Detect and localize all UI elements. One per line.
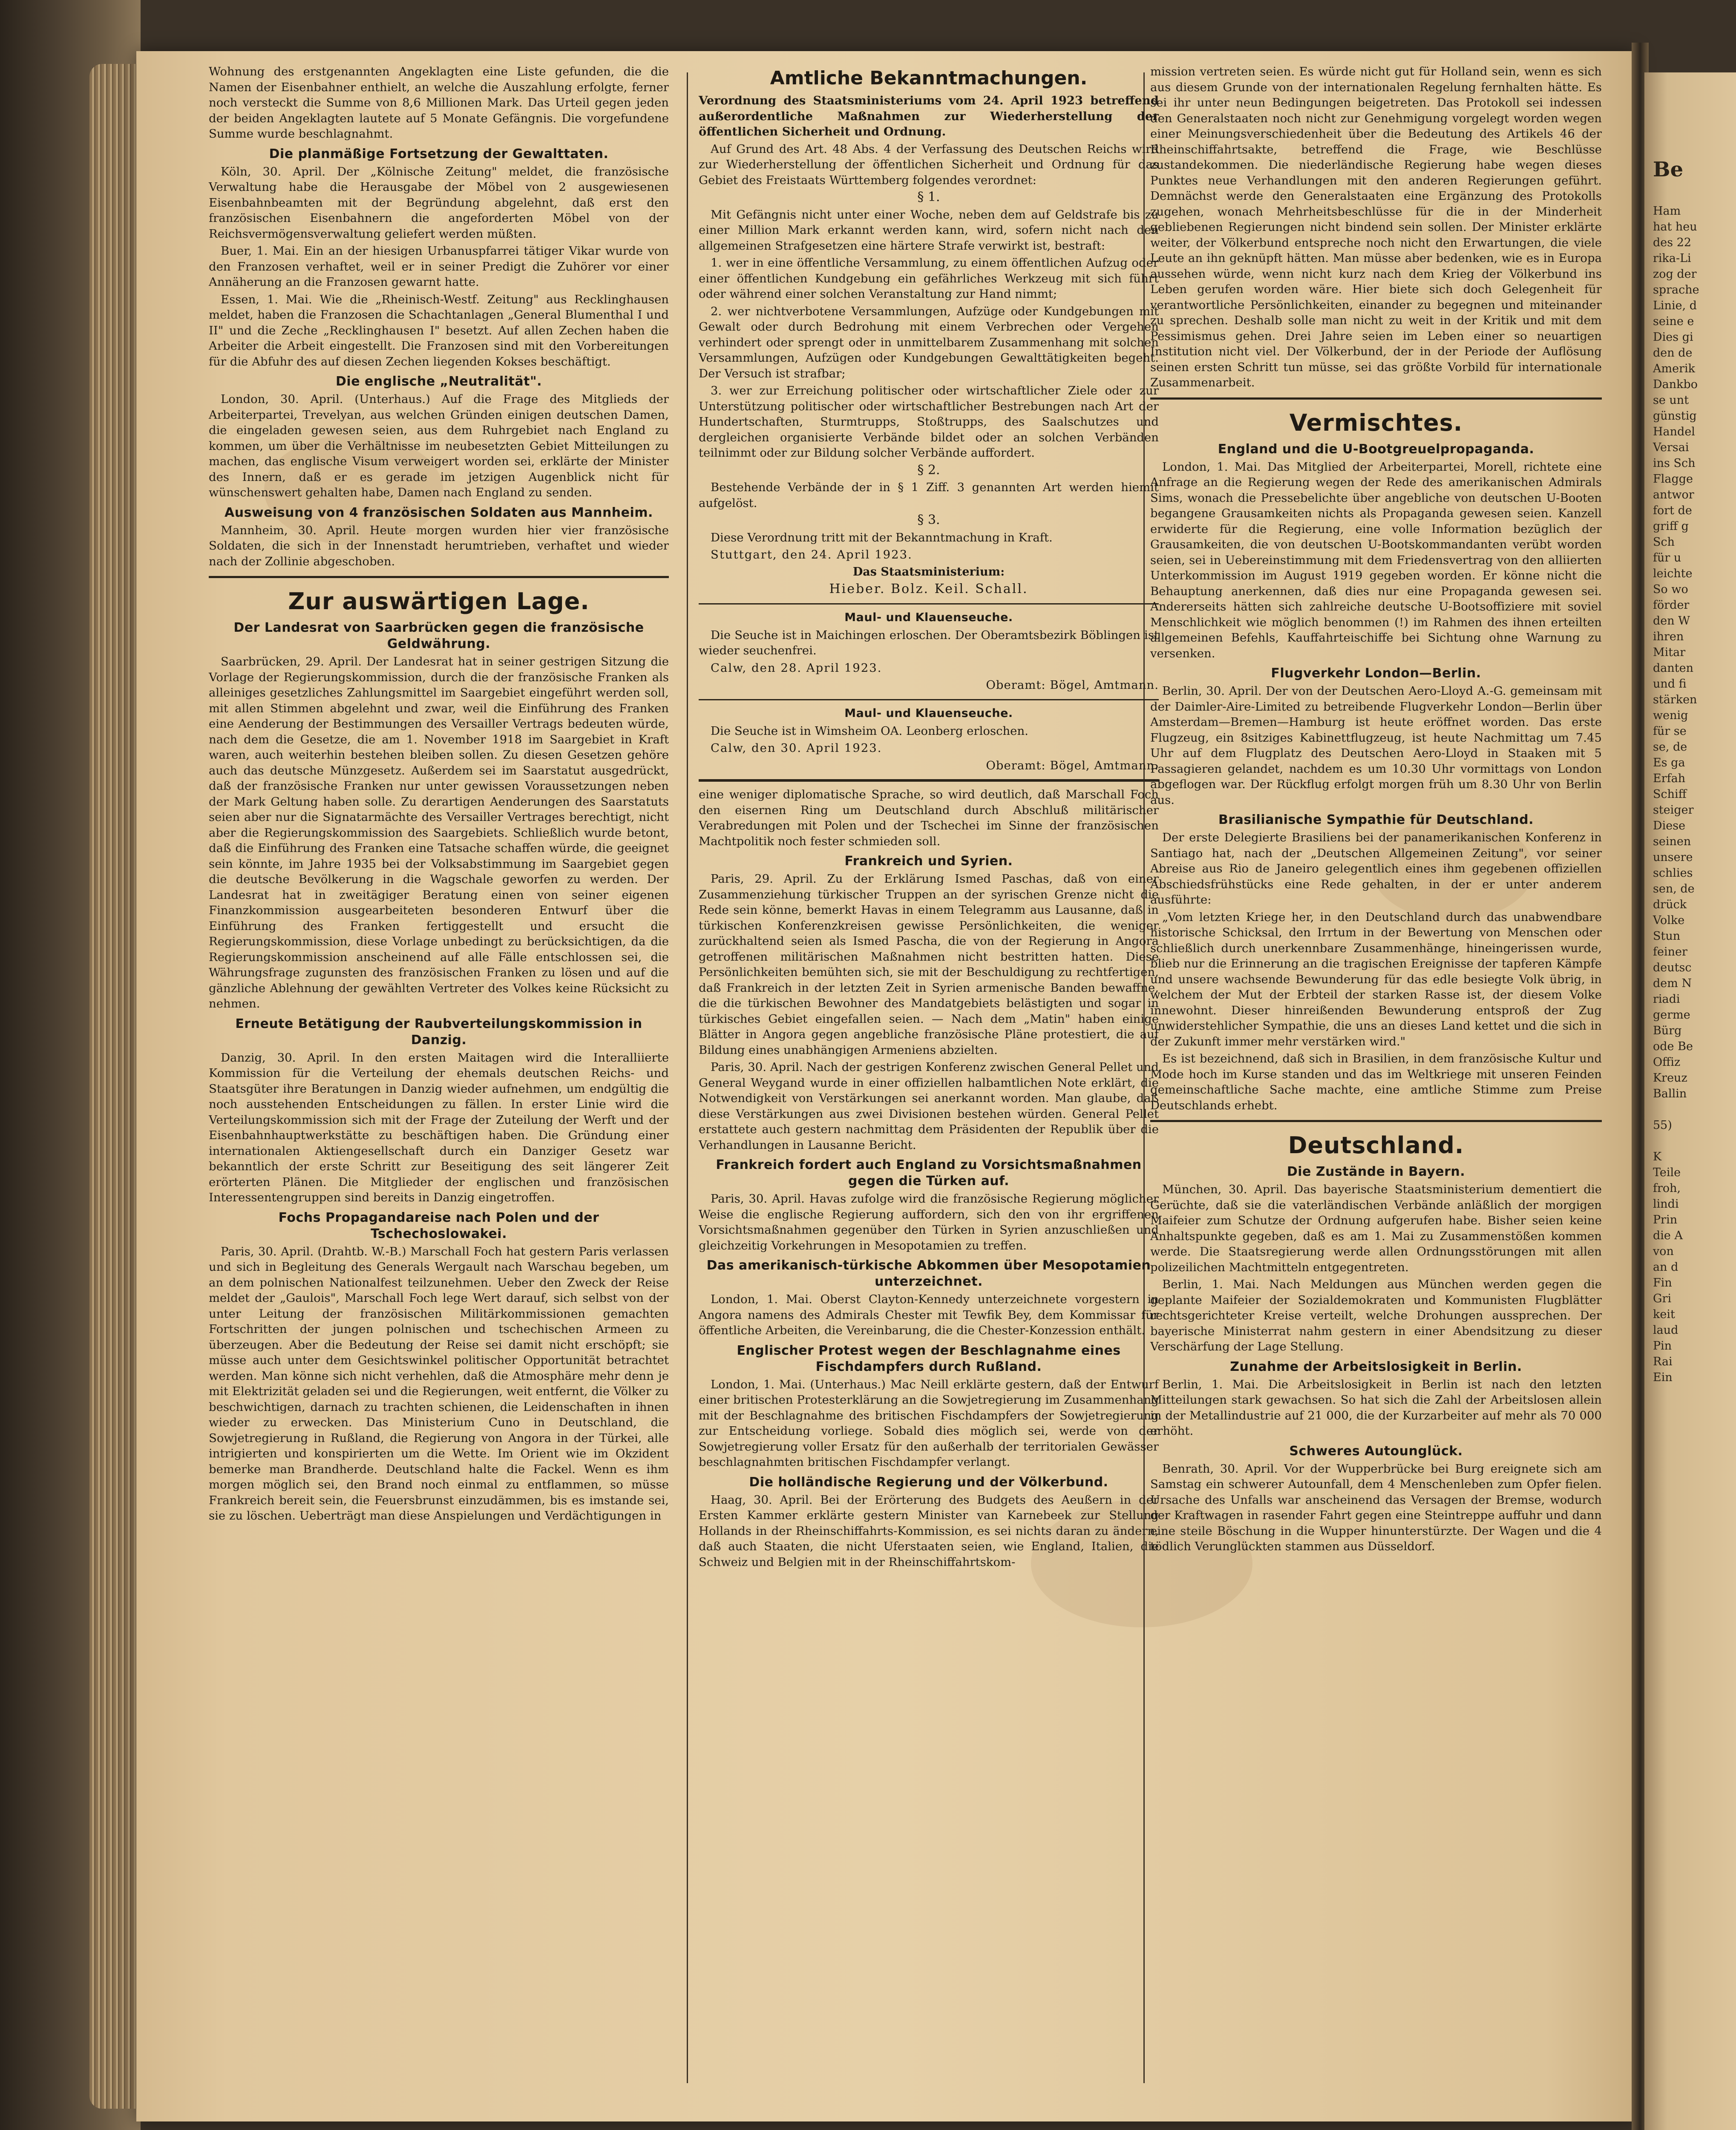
adjacent-page-line: förder [1653,599,1690,612]
adjacent-page-line: Es ga [1653,756,1685,769]
adjacent-page-line: Erfah [1653,772,1686,785]
decree-section-1: § 1. [917,190,940,204]
article-continuation-foch: eine weniger diplomatische Sprache, so wird deutlich, daß Marschall Foch den eisernen Ring um Deutschland durch Abschluß militärischer Verabredungen mit Polen und der Tschechei im Sinne der französischen Machtpolitik noch fester schmieden soll. [699,788,1159,848]
adjacent-page-line: schlies [1653,866,1693,880]
adjacent-page-line: von [1653,1245,1674,1258]
adjacent-page-line: für se [1653,725,1687,738]
paragraph-muenchen: München, 30. April. Das bayerische Staatsministerium dementiert die Gerüchte, daß sie die vaterländischen Verbände anläßlich der morgigen Maifeier zum Schutze der Ordnung aufgerufen habe. Bisher seien keine Anhaltspunkte gegeben, daß es am 1. Mai zu Zusammenstößen kommen werde. Die Staatsregierung werde allen Ordnungsstörungen mit allen polizeilichen Machtmitteln entgegentreten. [1150,1183,1602,1274]
adjacent-page-line: Rai [1653,1355,1673,1368]
mks-2-date: Calw, den 30. April 1923. [711,741,882,755]
decree-date: Stuttgart, den 24. April 1923. [711,548,913,561]
adjacent-page-edge [1644,72,1736,2130]
adjacent-page-line: se unt [1653,394,1689,407]
article-continuation: Wohnung des erstgenannten Angeklagten eine Liste gefunden, die die Namen der Eisenbahner enthielt, an welche die Auszahlung erfolgte, ferner noch versteckt die Summe von 8,6 Millionen Mark. Das Urteil gegen jeden der beiden Angeklagten lautete auf 5 Monate Gefängnis. Die vorgefundene Summe wurde beschlagnahmt. [209,65,669,141]
adjacent-page-line: unsere [1653,851,1693,864]
adjacent-page-line: Diese [1653,819,1686,832]
adjacent-page-line: für u [1653,551,1681,564]
adjacent-page-line: feiner [1653,945,1687,958]
adjacent-page-line: und fi [1653,677,1687,691]
adjacent-page-line: seinen [1653,835,1691,848]
decree-item-2: 2. wer nichtverbotene Versammlungen, Aufzüge oder Kundgebungen mit Gewalt oder durch Bedrohung mit einem Verbrechen oder Vergehen verhindert oder sprengt oder in unmittelbarem Zusammenhang mit solchen Versammlungen, Aufzügen oder Kundgebungen Gewalttätigkeiten begeht. Der Versuch ist strafbar; [699,304,1159,380]
adjacent-page-line: Be [1653,158,1684,181]
adjacent-page-line: keit [1653,1308,1675,1321]
adjacent-page-line: Ham [1653,204,1681,218]
adjacent-page-line: Fin [1653,1276,1672,1290]
section-title-auswaertig: Zur auswärtigen Lage. [288,588,590,615]
paragraph-saarbruecken: Saarbrücken, 29. April. Der Landesrat hat in seiner gestrigen Sitzung die Vorlage der Regierungskommission, durch die der französische Franken als alleiniges gesetzliches Zahlungsmittel im Saargebiet eingeführt werden soll, mit allen Stimmen abgelehnt und zwar, weil die Einführung des Franken eine Aenderung der Bestimmungen des Versailler Vertrags bedeuten würde, nach dem die Gesetze, die am 1. November 1918 im Saargebiet in Kraft waren, auch weiterhin bestehen bleiben sollen. Zu diesen Gesetzen gehöre auch das deutsche Münzgesetz. Außerdem sei im Saarstatut ausgedrückt, daß der französische Franken nur unter gewissen Voraussetzungen neben der Mark Geltung haben solle. Zu derartigen Aenderungen des Saarstatuts seien aber nur die Signatarmächte des Versailler Vertrages berechtigt, nicht aber die Regierungskommission des Saargebiets. Schließlich wurde betont, daß die Einführung des Franken eine Tatsache schaffen würde, die geeignet sein könnte, im Jahre 1935 bei der Volksabstimmung im Saargebiet gegen die deutsche Bevölkerung in die Wagschale geworfen zu werden. Der Landesrat hat in zweitägiger Beratung einen von seiner eigenen Finanzkommission ausgearbeiteten besonderen Entwurf über die Einführung des Franken fertiggestellt und ersucht die Regierungskommission, diese Vorlage unbedingt zu berücksichtigen, da die Regierungskommission anscheinend auf alle Fälle entschlossen sei, die Währungsfrage zugunsten des französischen Franken zu lösen und auf die gänzliche Ablehnung der gewählten Vertreter des Volkes keine Rücksicht zu nehmen. [209,655,669,1010]
mks-1-signature: Oberamt: Bögel, Amtmann. [986,678,1159,692]
headline-mks-1: Maul- und Klauenseuche. [844,610,1013,624]
headline-voelkerbund: Die holländische Regierung und der Völkerbund. [749,1474,1108,1490]
paragraph-mannheim: Mannheim, 30. April. Heute morgen wurden hier vier französische Soldaten, die sich in der Innenstadt herumtrieben, verhaftet und wieder nach der Zollinie abgeschoben. [209,523,669,568]
paragraph-mesopotamien: London, 1. Mai. Oberst Clayton-Kennedy unterzeichnete vorgestern in Angora namens des Admirals Chester mit Tewfik Bey, dem Kommissar für öffentliche Arbeiten, die Vereinbarung, die die Chester-Konzession enthält. [699,1292,1159,1337]
adjacent-page-line: ins Sch [1653,457,1696,470]
decree-section-3-text: Diese Verordnung tritt mit der Bekanntmachung in Kraft. [711,530,1053,544]
paragraph-london: London, 30. April. (Unterhaus.) Auf die Frage des Mitglieds der Arbeiterpartei, Trevelyan, aus welchen Gründen einigen deutschen Damen, die eingeladen gewesen seien, aus dem Ruhrgebiet nach England zu kommen, um über die Verhältnisse im neubesetzten Gebiet Mitteilungen zu machen, das englische Visum verweigert worden sei, erklärte der Minister des Innern, daß er es gerade im jetzigen Augenblick nicht für wünschenswert gehalten habe, Damen nach England zu senden. [209,392,669,499]
headline-gewalttaten: Die planmäßige Fortsetzung der Gewalttaten. [269,146,609,161]
paragraph-brasilien-1: Der erste Delegierte Brasiliens bei der panamerikanischen Konferenz in Santiago hat, nach der „Deutschen Allgemeinen Zeitung", vor seiner Abreise aus Rio de Janeiro gelegentlich eines ihm gegebenen offiziellen Abschiedsfrühstücks eine Rede gehalten, in der er unter anderem ausführte: [1150,831,1602,907]
paragraph-koeln: Köln, 30. April. Der „Kölnische Zeitung" meldet, die französische Verwaltung habe die Herausgabe der Möbel von 2 ausgewiesenen Eisenbahnbeamten mit der Begründung abgelehnt, daß erst den französischen Eisenbahnern die angeforderten Möbel von der Reichsvermögensverwaltung geliefert werden müßten. [209,164,669,241]
adjacent-page-line: sprache [1653,283,1699,296]
adjacent-page-line: leichte [1653,567,1693,580]
adjacent-page-line: Volke [1653,914,1685,927]
adjacent-page-line: ode Be [1653,1040,1693,1053]
decree-item-3: 3. wer zur Erreichung politischer oder wirtschaftlicher Ziele oder zur Unterstützung politischer oder wirtschaftlicher Bestrebungen nach Art der Hundertschaften, Sturmtrupps, Stoßtrupps, des Saalschutzes und dergleichen organisierte Verbände bildet oder an solchen Verbänden teilnimmt oder zur Bildung solcher Verbände auffordert. [699,384,1159,460]
adjacent-page-line [1653,1102,1734,1117]
decree-lede: Verordnung des Staatsministeriums vom 24. April 1923 betreffend außerordentliche Maßnahmen zur Wiederherstellung der öffentlichen Sicherheit und Ordnung. [699,94,1159,138]
adjacent-page-line: Dankbo [1653,378,1698,391]
adjacent-page-line: die A [1653,1229,1683,1242]
section-title-vermischtes: Vermischtes. [1289,409,1463,436]
adjacent-page-line: danten [1653,662,1693,675]
adjacent-page-line: Handel [1653,425,1695,438]
paragraph-voelkerbund: Haag, 30. April. Bei der Erörterung des Budgets des Aeußern in der Ersten Kammer erklärte gestern Minister van Karnebeek zur Stellung Hollands in der Rheinschiffahrts-Kommission, es sei nichts daran zu ändern, daß auch Staaten, die nicht Uferstaaten seien, wie England, Italien, die Schweiz und Belgien mit in der Rheinschiffahrtskom- [699,1493,1159,1569]
headline-ausweisung: Ausweisung von 4 französischen Soldaten aus Mannheim. [225,505,653,520]
article-continuation-voelkerbund: mission vertreten seien. Es würde nicht gut für Holland sein, wenn es sich aus diesem Grunde von der internationalen Regelung fernhalten hätte. Es sei ihr unter neun Bedingungen beigetreten. Das Protokoll sei indessen den Generalstaaten noch nicht zur Genehmigung vorgelegt worden wegen einer Meinungsverschiedenheit über die Bedeutung des Artikels 46 der Rheinschiffahrtsakte, betreffend die Frage, wie Beschlüsse zustandekommen. Die niederländische Regierung habe wegen dieses Punktes neue Verhandlungen mit den anderen Regierungen geführt. Demnächst werde den Generalstaaten eine Ergänzung des Protokolls zugehen, wonach Mehrheitsbeschlüsse für die in der Minderheit gebliebenen Regierungen nicht bindend sein sollen. Der Minister erklärte weiter, der Völkerbund entspreche noch nicht den Erwartungen, die viele Leute an ihn geknüpft hätten. Man müsse aber bedenken, wie es in Europa aussehen würde, wenn nicht kurz nach dem Krieg der Völkerbund ins Leben gerufen worden wäre. Hier biete sich doch Gelegenheit für verantwortliche Persönlichkeiten, einander zu begegnen und miteinander zu sprechen. Deshalb solle man nicht zu weit in der Kritik und mit dem Pessimismus gehen. Drei Jahre seien im Leben einer so neuartigen Institution nicht viel. Der Völkerbund, der in der Periode der Auflösung seinen ersten Schritt tun müsse, sei das größte Vorbild für internationale Zusammenarbeit. [1150,65,1602,389]
paragraph-buer: Buer, 1. Mai. Ein an der hiesigen Urbanuspfarrei tätiger Vikar wurde von den Franzosen verhaftet, weil er in seiner Predigt die Zuhörer vor einer Annäherung an die Franzosen gewarnt hatte. [209,244,669,289]
adjacent-page-line: Gri [1653,1292,1672,1305]
adjacent-page-line: Ein [1653,1371,1673,1384]
adjacent-page-line: den de [1653,346,1693,360]
headline-arbeitslosigkeit: Zunahme der Arbeitslosigkeit in Berlin. [1230,1359,1522,1374]
paragraph-arbeitslosigkeit: Berlin, 1. Mai. Die Arbeitslosigkeit in Berlin ist nach den letzten Mitteilungen stark gewachsen. So hat sich die Zahl der Arbeitslosen allein in der Metallindustrie auf 21 000, die der Kurzarbeiter auf mehr als 70 000 erhöht. [1150,1377,1602,1438]
adjacent-page-line: an d [1653,1261,1678,1274]
section-title-bekanntmachungen: Amtliche Bekanntmachungen. [770,67,1088,89]
column-middle [699,64,1159,1572]
adjacent-page-line: germe [1653,1008,1690,1022]
divider [699,603,1159,604]
decree-section-2: § 2. [917,462,940,478]
section-rule [209,576,669,578]
headline-flugverkehr: Flugverkehr London—Berlin. [1271,666,1481,681]
decree-intro: Auf Grund des Art. 48 Abs. 4 der Verfassung des Deutschen Reichs wird zur Wiederherstellung der öffentlichen Sicherheit und Ordnung für das Gebiet des Freistaats Württemberg folgendes verordnet: [699,142,1159,187]
adjacent-page-line: zog der [1653,268,1697,281]
decree-section-1-text: Mit Gefängnis nicht unter einer Woche, neben dem auf Geldstrafe bis zu einer Million Mark erkannt werden kann, wird, sofern nicht nach den allgemeinen Strafgesetzen eine härtere Strafe verwirkt ist, bestraft: [699,207,1159,253]
paragraph-berlin-mai: Berlin, 1. Mai. Nach Meldungen aus München werden gegen die geplante Maifeier der Sozialdemokraten und Kommunisten Flugblätter rechtsgerichteter Kreise verteilt, welche Drohungen aussprechen. Der bayerische Ministerrat nahm gestern in einer Abendsitzung zu dieser Verschärfung der Lage Stellung. [1150,1278,1602,1353]
adjacent-page-line: Amerik [1653,362,1695,375]
adjacent-page-line: Dies gi [1653,331,1693,344]
adjacent-page-line: antwor [1653,488,1694,501]
adjacent-page-line: rika-Li [1653,252,1691,265]
adjacent-page-line: Versai [1653,441,1689,454]
divider [699,779,1159,782]
headline-saarbruecken: Der Landesrat von Saarbrücken gegen die französische Geldwährung. [233,620,644,651]
headline-autounglueck: Schweres Autounglück. [1289,1443,1463,1459]
adjacent-page-line: sen, de [1653,882,1695,895]
decree-body: Das Staatsministerium: [852,565,1005,579]
adjacent-page-line: Mitar [1653,646,1686,659]
decree-item-1: 1. wer in eine öffentliche Versammlung, zu einem öffentlichen Aufzug oder einer öffentlichen Kundgebung ein gefährliches Werkzeug mit sich führt oder während einer solchen Veranstaltung zur Hand nimmt; [699,256,1159,301]
adjacent-page-line: des 22 [1653,236,1692,249]
column-right [1150,64,1602,1556]
decree-section-3: § 3. [917,512,940,527]
headline-mesopotamien: Das amerikanisch-türkische Abkommen über Mesopotamien unterzeichnet. [706,1258,1151,1289]
adjacent-page-line: froh, [1653,1182,1681,1195]
decree-section-2-text: Bestehende Verbände der in § 1 Ziff. 3 genannten Art werden hiemit aufgelöst. [699,481,1159,510]
paragraph-mks-1: Die Seuche ist in Maichingen erloschen. Der Oberamtsbezirk Böblingen ist wieder seuchenfrei. [699,628,1159,657]
paragraph-paris-foch: Paris, 30. April. (Drahtb. W.-B.) Marschall Foch hat gestern Paris verlassen und sich in Begleitung des Generals Wergault nach Warschau begeben, um an dem polnischen Nationalfest teilzunehmen. Ueber den Zweck der Reise meldet der „Gaulois", Marschall Foch lege Wert darauf, sich selbst von der unter Leitung der französischen Militärkommissionen gemachten Fortschritten der jungen polnischen und tschechischen Armeen zu überzeugen. Aber die Bedeutung der Reise sei damit nicht erschöpft; sie müsse auch unter dem Gesichtswinkel politischer Opportunität betrachtet werden. Man könne sich nicht verhehlen, daß die Atmosphäre mehr denn je mit Elektrizität geladen sei und die Regierungen, weit entfernt, die Völker zu beschwichtigen, darnach zu trachten schienen, die Leidenschaften in ihnen wieder zu erwecken. Das Ministerium Cuno in Deutschland, die Sowjetregierung in Rußland, die Regierung von Angora in der Türkei, alle intrigierten und konspirierten um die Wette. Im Orient wie im Okzident bemerke man Brandherde. Deutschland halte die Fackel. Wenn es ihm morgen möglich sei, den Brand noch einmal zu entflammen, so müsse Frankreich bereit sein, die Feuersbrunst einzudämmen, bis es imstande sei, sie zu löschen. Ueberträgt man diese Anspielungen und Verdächtigungen in [209,1244,669,1523]
adjacent-page-line: So wo [1653,583,1688,596]
column-left [209,64,669,1526]
adjacent-page-line: den W [1653,614,1690,627]
adjacent-page-line: laud [1653,1324,1678,1337]
adjacent-page-line: günstig [1653,409,1697,423]
headline-brasilien: Brasilianische Sympathie für Deutschland. [1218,812,1534,827]
adjacent-page-line: steiger [1653,803,1694,817]
headline-uboot: England und die U-Bootgreuelpropaganda. [1218,441,1534,457]
adjacent-page-line: Schiff [1653,788,1687,801]
adjacent-page-text [1653,158,1734,1385]
adjacent-page-line: Prin [1653,1213,1678,1226]
paragraph-flugverkehr: Berlin, 30. April. Der von der Deutschen Aero-Lloyd A.-G. gemeinsam mit der Daimler-Aire-Limited zu betreibende Flugverkehr London—Berlin über Amsterdam—Bremen—Hamburg ist heute eröffnet worden. Das erste Flugzeug, ein 8sitziges Kabinettflugzeug, ist heute Nachmittag um 7.45 Uhr auf dem Flugplatz des Deutschen Aero-Lloyd in Staaken mit 5 Passagieren gelandet, nachdem es um 10.30 Uhr vormittags von London abgeflogen war. Der Rückflug erfolgt morgen früh um 8.30 Uhr von Berlin aus. [1150,684,1602,807]
adjacent-page-line: Linie, d [1653,299,1697,312]
adjacent-page-line [1653,187,1734,203]
headline-bayern: Die Zustände in Bayern. [1287,1164,1465,1179]
adjacent-page-line: griff g [1653,520,1689,533]
paragraph-fischdampfer: London, 1. Mai. (Unterhaus.) Mac Neill erklärte gestern, daß der Entwurf einer britischen Protesterklärung an die Sowjetregierung im Zusammenhang mit der Beschlagnahme des britischen Fischdampfers der Sowjetregierung zur Entscheidung vorliege. Sobald dies möglich sei, werde von der Sowjetregierung voller Ersatz für den außerhalb der territorialen Gewässer beschlagnahmten britischen Fischdampfer verlangt. [699,1377,1159,1469]
headline-danzig: Erneute Betätigung der Raubverteilungskommission in Danzig. [235,1016,642,1048]
adjacent-page-line: ihren [1653,630,1684,643]
adjacent-page-line: wenig [1653,709,1688,722]
adjacent-page-line: riadi [1653,993,1680,1006]
adjacent-page-line: Flagge [1653,472,1693,486]
adjacent-page-line: Kreuz [1653,1071,1687,1085]
adjacent-page-line: K [1653,1150,1662,1163]
section-title-deutschland: Deutschland. [1288,1132,1464,1159]
headline-fischdampfer: Englischer Protest wegen der Beschlagnahme eines Fischdampfers durch Rußland. [737,1343,1121,1374]
adjacent-page-line: Offiz [1653,1056,1681,1069]
mks-1-date: Calw, den 28. April 1923. [711,661,882,675]
paragraph-syrien: Paris, 29. April. Zu der Erklärung Ismed Paschas, daß von einer Zusammenziehung türkischer Truppen an der syrischen Grenze nicht die Rede sein könne, bemerkt Havas in einem Telegramm aus Lausanne, daß in türkischen Konferenzkreisen gewisse Persönlichkeiten, die weniger zurückhaltend seien als Ismed Pascha, die von der Regierung in Angora getroffenen militärischen Maßnahmen nicht bestritten hatten. Diese Persönlichkeiten bemühten sich, sie mit der Beschuldigung zu rechtfertigen, daß Frankreich in der letzten Zeit in Syrien armenische Banden bewaffne, die die türkischen Bewohner des Mandatgebiets belästigten und sogar in türkisches Gebiet eingefallen seien. — Nach dem „Matin" haben einige Blätter in Angora gegen angebliche französische Pläne protestiert, die auf Bildung eines unabhängigen Armeniens abzielten. [699,872,1159,1057]
paragraph-essen: Essen, 1. Mai. Wie die „Rheinisch-Westf. Zeitung" aus Recklinghausen meldet, haben die Franzosen die Schachtanlagen „General Blumenthal I und II" und die Zeche „Recklinghausen I" besetzt. Auf allen Zechen haben die Arbeiter die Arbeit eingestellt. Die Franzosen sind mit den Vorbereitungen für die Abfuhr des auf diesen Zechen liegenden Kokses beschäftigt. [209,292,669,368]
paragraph-brasilien-2: „Vom letzten Kriege her, in den Deutschland durch das unabwendbare historische Schicksal, den Irrtum in der Bewertung von Menschen oder schließlich durch unerkennbare Zusammenhänge, hineingerissen wurde, blieb nur die Erinnerung an die tragischen Ereignisse der tapferen Kämpfe und unsere wachsende Bewunderung für das edle besiegte Volk übrig, in welchem der Mut der Erbteil der starken Rasse ist, der diesem Volke innewohnt. Dieser hinreißenden Bewunderung entsproß der Zug unwiderstehlicher Sympathie, die uns an dieses Land kettet und die sich in der Zukunft immer mehr verstärken wird." [1150,910,1602,1048]
adjacent-page-line: fort de [1653,504,1692,517]
section-rule [1150,1120,1602,1122]
adjacent-page-line: dem N [1653,977,1692,990]
paragraph-mks-2: Die Seuche ist in Wimsheim OA. Leonberg erloschen. [711,724,1028,738]
adjacent-page-line: deutsc [1653,961,1692,974]
paragraph-england-tuerken: Paris, 30. April. Havas zufolge wird die französische Regierung möglicher Weise die englische Regierung auffordern, sich den von ihr ergriffenen Vorsichtsmaßnahmen gegenüber den Türken in Syrien anzuschließen und gleichzeitig Vorkehrungen in Mesopotamien zu treffen. [699,1192,1159,1252]
adjacent-page-line: Stun [1653,930,1681,943]
adjacent-page-line: Teile [1653,1166,1681,1179]
column-rule [687,72,688,2083]
adjacent-page-line: Bürg [1653,1024,1682,1037]
adjacent-page-line: hat heu [1653,220,1697,233]
mks-2-signature: Oberamt: Bögel, Amtmann. [986,758,1159,772]
section-rule [1150,397,1602,400]
paragraph-danzig: Danzig, 30. April. In den ersten Maitagen wird die Interalliierte Kommission für die Verteilung der ehemals deutschen Reichs- und Staatsgüter ihre Beratungen in Danzig wieder aufnehmen, um endgültig die noch ausstehenden Entscheidungen zu fällen. In erster Linie wird die Verteilungskommission sich mit der Frage der Zuteilung der Werft und der Eisenbahnhauptwerkstätte zu beschäftigen haben. Die Gründung einer internationalen Aktiengesellschaft durch ein Danziger Gesetz war bekanntlich der erste Schritt zur Beseitigung des seit längerer Zeit erörterten Plänen. Die Mitglieder der englischen und französischen Interessentengruppen sind bereits in Danzig eingetroffen. [209,1051,669,1204]
adjacent-page-line: stärken [1653,693,1697,706]
paragraph-brasilien-3: Es ist bezeichnend, daß sich in Brasilien, in dem französische Kultur und Mode hoch im Kurse standen und das im Weltkriege mit unseren Feinden gemeinschaftliche Sache machte, eine amtliche Stimme zum Preise Deutschlands erhebt. [1150,1052,1602,1112]
adjacent-page-line: seine e [1653,315,1694,328]
adjacent-page-line: lindi [1653,1197,1679,1211]
divider [699,699,1159,700]
adjacent-page-line: 55) [1653,1119,1672,1132]
headline-foch: Fochs Propagandareise nach Polen und der Tschechoslowakei. [278,1210,599,1241]
adjacent-page-line: se, de [1653,740,1687,754]
adjacent-page-line [1653,1133,1734,1149]
headline-england-tuerken: Frankreich fordert auch England zu Vorsichtsmaßnahmen gegen die Türken auf. [716,1157,1142,1189]
adjacent-page-line: Sch [1653,535,1675,549]
adjacent-page-line: Pin [1653,1339,1672,1353]
paragraph-uboot: London, 1. Mai. Das Mitglied der Arbeiterpartei, Morell, richtete eine Anfrage an die Regierung wegen der Rede des amerikanischen Admirals Sims, wonach die Pressebelichte über angebliche von deutschen U-Booten begangene Grausamkeiten nichts als Propaganda gewesen seien. Kanzell erwiderte für die Regierung, eine volle Information bezüglich der Grausamkeiten, die von deutschen U-Bootskommandanten verübt worden seien, sei in Uebereinstimmung mit dem Friedensvertrag von den alliierten Unterkommission im August 1919 gegeben worden. Er könne nicht die Behauptung anerkennen, daß dies nur eine Propaganda gewesen sei. Andererseits hätten sich zahlreiche deutsche U-Bootsoffiziere mit soviel Menschlichkeit wie möglich benommen (!) im Rahmen des ihnen erteilten allgemeinen Befehls, Kauffahrteischiffe bei Sichtung ohne Warnung zu versenken. [1150,460,1602,660]
headline-neutralitaet: Die englische „Neutralität". [336,374,542,389]
headline-syrien: Frankreich und Syrien. [844,854,1013,869]
decree-signatures: Hieber. Bolz. Keil. Schall. [829,581,1028,596]
paragraph-autounglueck: Benrath, 30. April. Vor der Wupperbrücke bei Burg ereignete sich am Samstag ein schwerer Autounfall, dem 4 Menschenleben zum Opfer fielen. Ursache des Unfalls war anscheinend das Versagen der Bremse, wodurch der Kraftwagen in rasender Fahrt gegen eine Steintreppe auffuhr und dann eine steile Böschung in die Wupper hinunterstürzte. Der Wagen und die 4 tödlich Verunglückten stammen aus Düsseldorf. [1150,1462,1602,1553]
adjacent-page-line: drück [1653,898,1687,911]
headline-mks-2: Maul- und Klauenseuche. [844,706,1013,720]
paragraph-paris-2: Paris, 30. April. Nach der gestrigen Konferenz zwischen General Pellet und General Weygand wurde in einer offiziellen halbamtlichen Note erklärt, die Notwendigkeit von Verstärkungen sei anerkannt worden. Man glaube, daß diese Verstärkungen aus zwei Divisionen bestehen würden. General Pellet erstattete auch gestern nachmittag dem Präsidenten der Republik über die Verhandlungen in Lausanne Bericht. [699,1060,1159,1152]
adjacent-page-line: Ballin [1653,1087,1687,1100]
